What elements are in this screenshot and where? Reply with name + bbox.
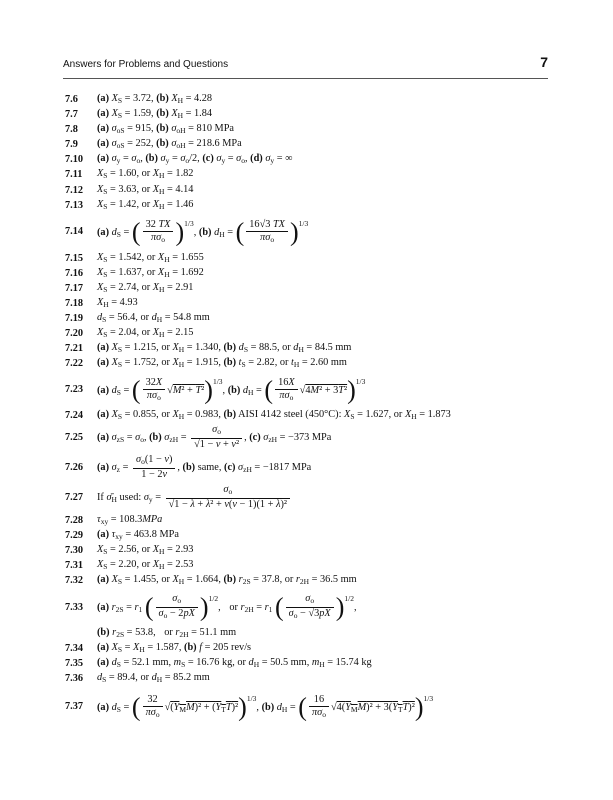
problem-number: 7.34 [65, 643, 84, 655]
answer-text: (a) $\sigma_{oS} = 252$, (b) $\sigma_{oH} = 218.6$ MPa [97, 138, 242, 151]
answer-item [65, 183, 585, 198]
problem-number: 7.31 [65, 559, 84, 571]
problem-number: 7.36 [65, 673, 84, 685]
answer-text: (b) $r_{2S} = 53.8$, or $r_{2H} = 51.1$ mm [97, 627, 237, 640]
answer-item [65, 356, 585, 371]
answer-text: $\tau_{xy} = 108.3MPa$ [97, 513, 163, 526]
problem-number: 7.29 [65, 529, 84, 541]
problem-number: 7.11 [65, 169, 83, 181]
answer-text: (a) $d_S$ = ( $\frac{32}{\pi\sigma_o}$ $√(Y_MM)^2 + (Y_TT)^2)^{1/3}$, (b) $d_H$ = ( $\frac{16}{\pi\sigma_o}$ $√4(Y_MM)^2 + 3(Y_TT)^2)^{1/3}$ [97, 692, 434, 722]
problem-number: 7.14 [65, 226, 84, 238]
answer-item [65, 213, 585, 251]
problem-number: 7.6 [65, 94, 78, 105]
answer-item [65, 296, 585, 311]
answer-text: (a) $X_S = 3.72$, (b) $X_H = 4.28$ [97, 93, 213, 105]
answer-item [65, 686, 585, 726]
answer-text: (a) $\sigma_y = \sigma_o$, (b) $\sigma_y = \sigma_o/2$, (c) $\sigma_y = \sigma_o$, (d) $\sigma_y$ = ∞ [97, 153, 293, 166]
answer-text: $X_S = 2.20$, or $X_H = 2.53$ [97, 558, 194, 571]
answer-item [65, 311, 585, 326]
page-header [63, 54, 548, 79]
answer-text: (a) $d_S$ = ( $\frac{32X}{\pi\sigma_o}$ √M² + T²)$^{1/3}$, (b) $d_H$ = ( $\frac{16X}{\pi\sigma_o}$ √4M² + 3T²)$^{1/3}$ [97, 375, 366, 405]
page-number: 7 [540, 54, 548, 70]
problem-number: 7.26 [65, 462, 84, 474]
answer-text: (a) $X_S = 1.752$, or $X_H = 1.915$, (b) $t_S = 2.82$, or $t_H = 2.60$ mm [97, 357, 347, 370]
problem-number: 7.27 [65, 492, 84, 504]
answer-item [65, 152, 585, 167]
answer-text: $X_S = 3.63$, or $X_H = 4.14$ [97, 183, 194, 196]
answer-text: $X_S = 1.637$, or $X_H = 1.692$ [97, 266, 204, 279]
answer-text: (a) $\sigma_z$ = $\frac{\sigma_o(1 - \nu)}{1 - 2\nu}$ , (b) same, (c) $\sigma_{zH} = -1817$ MPa [97, 454, 312, 481]
problem-number: 7.33 [65, 601, 84, 613]
answer-text: $d_S = 56.4$, or $d_H = 54.8$ mm [97, 312, 210, 325]
problem-number: 7.30 [65, 544, 84, 556]
answer-item [65, 137, 585, 152]
answers-list [65, 92, 585, 726]
answer-text: (a) $X_S = 1.455$, or $X_H = 1.664$, (b) $r_{2S} = 37.8$, or $r_{2H} = 36.5$ mm [97, 573, 357, 586]
problem-number: 7.7 [65, 109, 78, 121]
answer-item [65, 266, 585, 281]
problem-number: 7.22 [65, 358, 84, 370]
answer-text: $X_S = 1.542$, or $X_H = 1.655$ [97, 251, 204, 264]
answer-text: (a) $\sigma_{oS} = 915$, (b) $\sigma_{oH} = 810$ MPa [97, 123, 235, 136]
answer-item [65, 656, 585, 671]
answer-text: (a) $r_{2S} = r_1$ ( $\frac{\sigma_o}{\sigma_o - 2pX}$ )$^{1/2}$, or $r_{2H} = r_1$ ( $\frac{\sigma_o}{\sigma_o - √3pX}$ )$^{1/2}$, [97, 592, 357, 622]
answer-text: (a) $X_S = 1.215$, or $X_H = 1.340$, (b) $d_S = 88.5$, or $d_H = 84.5$ mm [97, 342, 352, 355]
answer-item [65, 641, 585, 656]
answer-text: (a) $\sigma_{zS} = \sigma_o$, (b) $\sigma_{zH}$ = $\frac{\sigma_o}{\text{√1 − ν + ν²}}$ , (c) $\sigma_{zH} = -373$ MPa [97, 424, 332, 451]
answer-item [65, 408, 585, 423]
problem-number: 7.19 [65, 313, 84, 325]
problem-number: 7.32 [65, 574, 84, 586]
answer-item [65, 573, 585, 588]
problem-number: 7.35 [65, 658, 84, 670]
problem-number: 7.17 [65, 282, 84, 294]
problem-number: 7.37 [65, 700, 84, 712]
answer-text: (a) $\tau_{xy} = 463.8$ MPa [97, 528, 179, 541]
answer-item [65, 372, 585, 408]
answer-item [65, 528, 585, 543]
answer-text: If $\sigmā_H$ used: $\sigma_y$ = $\frac{\sigma_o}{\text{√1 − λ + λ² + ν(ν − 1)(1 + λ)²}}$ [97, 484, 292, 511]
answer-item [65, 423, 585, 453]
problem-number: 7.20 [65, 328, 84, 340]
answer-text: (a) $X_S = X_H = 1.587$, (b) f = 205 rev/s [97, 642, 252, 655]
answer-text: $X_S = 2.04$, or $X_H = 2.15$ [97, 327, 194, 340]
answer-text: $X_S = 2.74$, or $X_H = 2.91$ [97, 281, 194, 294]
answer-text: $d_S = 89.4$, or $d_H = 85.2$ mm [97, 672, 210, 685]
problem-number: 7.15 [65, 252, 84, 264]
answer-text: $X_S = 1.42$, or $X_H = 1.46$ [97, 198, 194, 211]
problem-number: 7.16 [65, 267, 84, 279]
answer-item [65, 198, 585, 213]
problem-number: 7.28 [65, 514, 84, 526]
problem-number: 7.9 [65, 139, 78, 151]
answer-item [65, 588, 585, 626]
answer-item [65, 671, 585, 686]
answer-text: $X_S = 2.56$, or $X_H = 2.93$ [97, 543, 194, 556]
answer-text: $X_S = 1.60$, or $X_H = 1.82$ [97, 168, 194, 181]
answer-item-continuation [65, 626, 585, 641]
problem-number: 7.12 [65, 184, 84, 196]
problem-number: 7.23 [65, 383, 84, 395]
problem-number: 7.13 [65, 199, 84, 211]
answer-item [65, 107, 585, 122]
answer-text: (a) $d_S$ = ( $\frac{32 TX}{\pi\sigma_o}$ )$^{1/3}$, (b) $d_H$ = ( $\frac{16√3 TX}{\pi\sigma_o}$ )$^{1/3}$ [97, 217, 309, 247]
problem-number: 7.25 [65, 432, 84, 444]
answer-item [65, 341, 585, 356]
answer-item [65, 513, 585, 528]
problem-number: 7.24 [65, 409, 84, 421]
problem-number: 7.8 [65, 124, 78, 136]
answer-item [65, 483, 585, 513]
answer-text: (a) $d_S = 52.1$ mm, $m_S = 16.76$ kg, or $d_H = 50.5$ mm, $m_H = 15.74$ kg [97, 657, 372, 670]
answer-item [65, 281, 585, 296]
answer-item [65, 167, 585, 182]
answer-text: $X_H = 4.93$ [97, 297, 138, 310]
answer-text: (a) $X_S = 0.855$, or $X_H = 0.983$, (b) AISI 4142 steel (450°C): $X_S = 1.627$, or $X_H = 1.873$ [97, 408, 451, 421]
problem-number: 7.21 [65, 343, 84, 355]
answer-item [65, 122, 585, 137]
answer-item [65, 251, 585, 266]
answer-item [65, 326, 585, 341]
problem-number: 7.10 [65, 154, 84, 166]
answer-text: (a) $X_S = 1.59$, (b) $X_H = 1.84$ [97, 108, 213, 121]
answer-item [65, 543, 585, 558]
answer-item [65, 92, 585, 107]
problem-number: 7.18 [65, 298, 84, 310]
answer-item [65, 558, 585, 573]
answer-item [65, 453, 585, 483]
running-title: Answers for Problems and Questions [63, 59, 229, 70]
